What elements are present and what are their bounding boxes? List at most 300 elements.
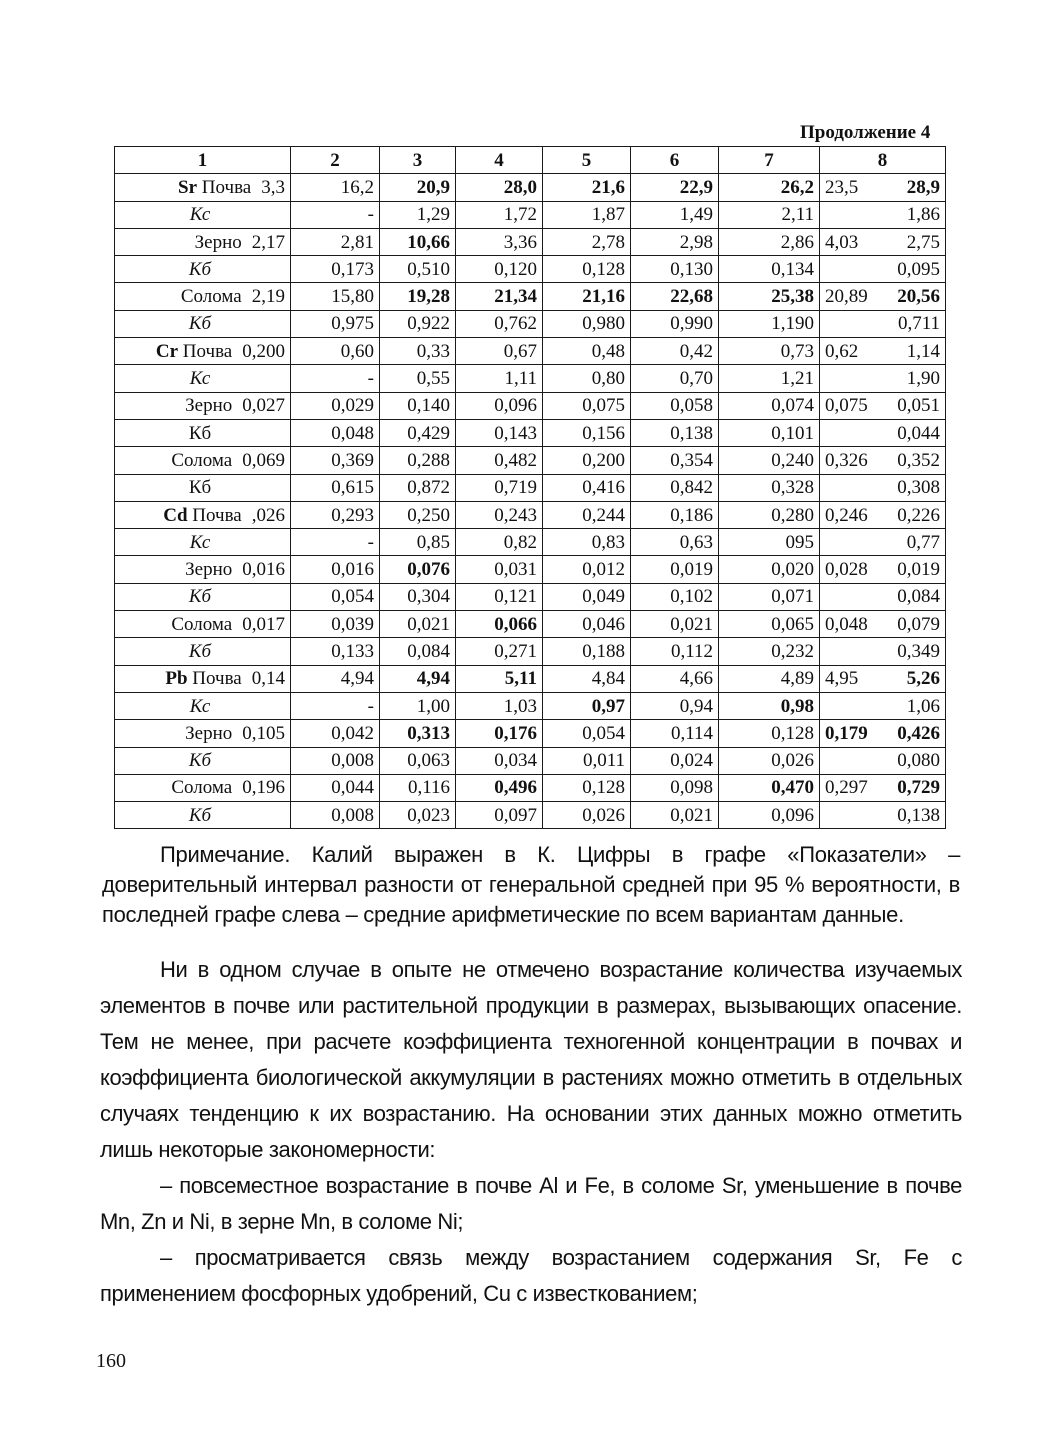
cell-col-6: 0,019 xyxy=(631,556,719,583)
table-row xyxy=(115,447,946,474)
cell-col-8-mean: 0,028 xyxy=(825,559,868,581)
table-body xyxy=(115,174,946,829)
sample-value: 0,017 xyxy=(242,613,285,635)
cell-col-2: 16,2 xyxy=(291,174,380,201)
sample-value: 0,200 xyxy=(242,340,285,362)
cell-col-2: 2,81 xyxy=(291,228,380,255)
row-label xyxy=(115,665,291,692)
cell-col-4: 0,031 xyxy=(456,556,543,583)
sample-name: Почва xyxy=(182,340,233,362)
cell-col-2: 0,044 xyxy=(291,774,380,801)
cell-col-8-value: 20,56 xyxy=(897,286,940,308)
cell-col-2: 0,975 xyxy=(291,310,380,337)
cell-col-6: 22,9 xyxy=(631,174,719,201)
cell-col-3: 0,922 xyxy=(380,310,456,337)
cell-col-7: 0,020 xyxy=(719,556,820,583)
cell-col-3: 0,55 xyxy=(380,365,456,392)
cell-col-3: 0,304 xyxy=(380,583,456,610)
cell-col-5: 0,200 xyxy=(543,447,631,474)
cell-col-5: 0,046 xyxy=(543,611,631,638)
cell-col-8 xyxy=(820,665,946,692)
cell-col-4: 0,097 xyxy=(456,802,543,829)
cell-col-2: 0,008 xyxy=(291,802,380,829)
cell-col-3: 0,140 xyxy=(380,392,456,419)
cell-col-8-mean: 4,03 xyxy=(825,231,859,253)
row-label xyxy=(115,447,291,474)
coefficient-label: Кб xyxy=(188,804,212,826)
row-label xyxy=(115,338,291,365)
sample-name: Почва xyxy=(192,668,242,690)
cell-col-7: 0,101 xyxy=(719,419,820,446)
cell-col-4: 21,34 xyxy=(456,283,543,310)
cell-col-6: 1,49 xyxy=(631,201,719,228)
cell-col-3: 1,29 xyxy=(380,201,456,228)
cell-col-6: 0,94 xyxy=(631,692,719,719)
cell-col-8-value: 2,75 xyxy=(906,231,940,253)
cell-col-4: 3,36 xyxy=(456,228,543,255)
coefficient-label: Кб xyxy=(188,422,212,444)
cell-col-7: 25,38 xyxy=(719,283,820,310)
cell-col-5: 0,054 xyxy=(543,720,631,747)
sample-value: 2,17 xyxy=(251,231,285,253)
cell-col-8-mean: 0,326 xyxy=(825,449,868,471)
sample-name: Зерно xyxy=(185,559,233,581)
cell-col-8-value: 0,084 xyxy=(897,586,940,608)
element-symbol: Sr xyxy=(178,176,198,198)
cell-col-3: 19,28 xyxy=(380,283,456,310)
cell-col-7: 0,240 xyxy=(719,447,820,474)
cell-col-8-value: 1,06 xyxy=(906,695,940,717)
row-label xyxy=(115,174,291,201)
column-header: 8 xyxy=(820,147,946,174)
table-row xyxy=(115,774,946,801)
data-table xyxy=(114,146,946,829)
cell-col-8-value: 28,9 xyxy=(906,176,940,198)
cell-col-2: 0,054 xyxy=(291,583,380,610)
cell-col-8-value: 0,77 xyxy=(906,531,940,553)
cell-col-3: 0,872 xyxy=(380,474,456,501)
cell-col-3: 0,250 xyxy=(380,501,456,528)
coefficient-label: Кб xyxy=(188,477,212,499)
cell-col-7: 0,096 xyxy=(719,802,820,829)
cell-col-3: 0,85 xyxy=(380,529,456,556)
cell-col-3: 0,288 xyxy=(380,447,456,474)
cell-col-6: 0,70 xyxy=(631,365,719,392)
cell-col-8-value: 0,349 xyxy=(897,640,940,662)
sample-value: 0,196 xyxy=(242,777,285,799)
cell-col-3: 0,33 xyxy=(380,338,456,365)
cell-col-2: 0,042 xyxy=(291,720,380,747)
table-note: Примечание. Калий выражен в К. Цифры в графе «Показатели» – доверительный интервал разности от генеральной средней при 95 % вероятности, в последней графе слева – средние арифметические по всем вариантам данные. xyxy=(102,842,960,927)
row-label xyxy=(115,365,291,392)
cell-col-2: 0,60 xyxy=(291,338,380,365)
cell-col-3: 0,429 xyxy=(380,419,456,446)
table-caption: Продолжение 4 xyxy=(800,122,931,143)
table-row xyxy=(115,720,946,747)
coefficient-label: Кс xyxy=(189,368,211,390)
cell-col-6: 0,63 xyxy=(631,529,719,556)
cell-col-2: 0,293 xyxy=(291,501,380,528)
table-row xyxy=(115,256,946,283)
cell-col-4: 1,11 xyxy=(456,365,543,392)
column-header: 2 xyxy=(291,147,380,174)
row-label xyxy=(115,283,291,310)
table-row xyxy=(115,201,946,228)
cell-col-3: 0,510 xyxy=(380,256,456,283)
sample-value: 0,105 xyxy=(242,722,285,744)
cell-col-8 xyxy=(820,174,946,201)
cell-col-3: 20,9 xyxy=(380,174,456,201)
cell-col-8-value: 0,080 xyxy=(897,750,940,772)
cell-col-4: 0,496 xyxy=(456,774,543,801)
cell-col-6: 0,021 xyxy=(631,802,719,829)
cell-col-6: 0,024 xyxy=(631,747,719,774)
cell-col-6: 0,021 xyxy=(631,611,719,638)
cell-col-3: 4,94 xyxy=(380,665,456,692)
cell-col-2: 0,008 xyxy=(291,747,380,774)
cell-col-5: 0,012 xyxy=(543,556,631,583)
cell-col-5: 0,980 xyxy=(543,310,631,337)
cell-col-8 xyxy=(820,392,946,419)
cell-col-8 xyxy=(820,501,946,528)
cell-col-5: 21,16 xyxy=(543,283,631,310)
row-label xyxy=(115,256,291,283)
table-row xyxy=(115,665,946,692)
table-row xyxy=(115,474,946,501)
cell-col-7: 0,065 xyxy=(719,611,820,638)
table-row xyxy=(115,583,946,610)
row-label xyxy=(115,720,291,747)
cell-col-2: 0,173 xyxy=(291,256,380,283)
cell-col-5: 0,83 xyxy=(543,529,631,556)
cell-col-8-value: 0,729 xyxy=(897,777,940,799)
sample-value: 3,3 xyxy=(261,176,285,198)
coefficient-label: Кб xyxy=(188,640,212,662)
cell-col-5: 0,128 xyxy=(543,256,631,283)
cell-col-6: 0,058 xyxy=(631,392,719,419)
sample-value: 2,19 xyxy=(251,286,285,308)
sample-name: Солома xyxy=(171,777,233,799)
cell-col-8-mean: 0,297 xyxy=(825,777,868,799)
cell-col-8 xyxy=(820,720,946,747)
cell-col-8 xyxy=(820,228,946,255)
element-symbol: Cd xyxy=(163,504,188,526)
cell-col-8-value: 0,711 xyxy=(897,313,940,335)
cell-col-3: 1,00 xyxy=(380,692,456,719)
cell-col-2: - xyxy=(291,365,380,392)
sample-value: 0,027 xyxy=(242,395,285,417)
cell-col-6: 0,114 xyxy=(631,720,719,747)
cell-col-5: 0,416 xyxy=(543,474,631,501)
cell-col-4: 0,066 xyxy=(456,611,543,638)
cell-col-2: - xyxy=(291,692,380,719)
cell-col-4: 1,72 xyxy=(456,201,543,228)
cell-col-2: - xyxy=(291,201,380,228)
row-label xyxy=(115,611,291,638)
column-header: 7 xyxy=(719,147,820,174)
cell-col-6: 0,098 xyxy=(631,774,719,801)
cell-col-4: 0,096 xyxy=(456,392,543,419)
cell-col-2: 0,615 xyxy=(291,474,380,501)
cell-col-8-value: 5,26 xyxy=(906,668,940,690)
coefficient-label: Кс xyxy=(189,695,211,717)
row-label xyxy=(115,201,291,228)
cell-col-2: 0,133 xyxy=(291,638,380,665)
sample-name: Зерно xyxy=(194,231,242,253)
column-header: 1 xyxy=(115,147,291,174)
cell-col-7: 0,328 xyxy=(719,474,820,501)
cell-col-7: 1,21 xyxy=(719,365,820,392)
cell-col-7: 26,2 xyxy=(719,174,820,201)
cell-col-8-value: 1,86 xyxy=(906,204,940,226)
table-row xyxy=(115,310,946,337)
cell-col-5: 21,6 xyxy=(543,174,631,201)
cell-col-8-value: 0,308 xyxy=(897,477,940,499)
cell-col-7: 0,232 xyxy=(719,638,820,665)
cell-col-7: 0,73 xyxy=(719,338,820,365)
cell-col-8 xyxy=(820,611,946,638)
cell-col-2: 0,048 xyxy=(291,419,380,446)
row-label xyxy=(115,747,291,774)
sample-name: Почва xyxy=(201,176,252,198)
cell-col-8 xyxy=(820,692,946,719)
cell-col-4: 0,271 xyxy=(456,638,543,665)
cell-col-2: - xyxy=(291,529,380,556)
cell-col-8-mean: 23,5 xyxy=(825,176,859,198)
sample-value: 0,016 xyxy=(242,559,285,581)
table-row xyxy=(115,556,946,583)
cell-col-3: 0,076 xyxy=(380,556,456,583)
column-header: 4 xyxy=(456,147,543,174)
cell-col-4: 0,143 xyxy=(456,419,543,446)
paragraph: – просматривается связь между возрастанием содержания Sr, Fe с применением фосфорных удобрений, Cu с известкованием; xyxy=(100,1245,962,1306)
cell-col-8 xyxy=(820,201,946,228)
cell-col-4: 28,0 xyxy=(456,174,543,201)
sample-value: 0,069 xyxy=(242,449,285,471)
cell-col-8 xyxy=(820,583,946,610)
cell-col-7: 1,190 xyxy=(719,310,820,337)
cell-col-8 xyxy=(820,802,946,829)
cell-col-4: 0,243 xyxy=(456,501,543,528)
cell-col-2: 0,369 xyxy=(291,447,380,474)
cell-col-4: 0,034 xyxy=(456,747,543,774)
table-header-row xyxy=(115,147,946,174)
cell-col-8-value: 0,426 xyxy=(897,722,940,744)
cell-col-3: 0,063 xyxy=(380,747,456,774)
row-label xyxy=(115,501,291,528)
coefficient-label: Кб xyxy=(188,586,212,608)
row-label xyxy=(115,692,291,719)
table-row xyxy=(115,338,946,365)
coefficient-label: Кс xyxy=(189,531,211,553)
cell-col-8-mean: 4,95 xyxy=(825,668,859,690)
coefficient-label: Кб xyxy=(188,313,212,335)
sample-name: Зерно xyxy=(185,395,233,417)
column-header: 5 xyxy=(543,147,631,174)
cell-col-7: 0,98 xyxy=(719,692,820,719)
sample-name: Солома xyxy=(180,286,242,308)
cell-col-8-mean: 0,179 xyxy=(825,722,868,744)
cell-col-8-value: 1,90 xyxy=(906,368,940,390)
row-label xyxy=(115,228,291,255)
cell-col-5: 0,075 xyxy=(543,392,631,419)
row-label xyxy=(115,474,291,501)
cell-col-3: 0,023 xyxy=(380,802,456,829)
cell-col-8 xyxy=(820,474,946,501)
coefficient-label: Кб xyxy=(188,258,212,280)
cell-col-8-value: 0,044 xyxy=(897,422,940,444)
sample-value: 0,14 xyxy=(251,668,285,690)
table-row xyxy=(115,501,946,528)
cell-col-8-value: 0,095 xyxy=(897,258,940,280)
table-row xyxy=(115,747,946,774)
coefficient-label: Кб xyxy=(188,750,212,772)
cell-col-8 xyxy=(820,529,946,556)
cell-col-6: 2,98 xyxy=(631,228,719,255)
cell-col-6: 0,186 xyxy=(631,501,719,528)
cell-col-8-value: 0,138 xyxy=(897,804,940,826)
cell-col-8-value: 0,226 xyxy=(897,504,940,526)
cell-col-2: 4,94 xyxy=(291,665,380,692)
row-label xyxy=(115,583,291,610)
cell-col-8 xyxy=(820,638,946,665)
cell-col-7: 0,026 xyxy=(719,747,820,774)
cell-col-8-value: 0,352 xyxy=(897,449,940,471)
table-row xyxy=(115,611,946,638)
cell-col-5: 0,80 xyxy=(543,365,631,392)
page-number: 160 xyxy=(96,1350,126,1372)
body-text xyxy=(100,952,962,1312)
cell-col-5: 0,188 xyxy=(543,638,631,665)
cell-col-7: 0,128 xyxy=(719,720,820,747)
cell-col-8 xyxy=(820,747,946,774)
table-row xyxy=(115,283,946,310)
cell-col-8 xyxy=(820,556,946,583)
paragraph: – повсеместное возрастание в почве Al и Fe, в соломе Sr, уменьшение в почве Mn, Zn и Ni, в зерне Mn, в соломе Ni; xyxy=(100,1173,962,1234)
cell-col-7: 2,11 xyxy=(719,201,820,228)
cell-col-8 xyxy=(820,310,946,337)
sample-name: Зерно xyxy=(185,722,233,744)
cell-col-4: 0,719 xyxy=(456,474,543,501)
row-label xyxy=(115,310,291,337)
cell-col-7: 2,86 xyxy=(719,228,820,255)
cell-col-6: 4,66 xyxy=(631,665,719,692)
cell-col-4: 0,176 xyxy=(456,720,543,747)
cell-col-6: 0,102 xyxy=(631,583,719,610)
table-row xyxy=(115,228,946,255)
cell-col-8 xyxy=(820,365,946,392)
cell-col-2: 0,029 xyxy=(291,392,380,419)
cell-col-8 xyxy=(820,283,946,310)
table-row xyxy=(115,692,946,719)
cell-col-8 xyxy=(820,419,946,446)
cell-col-5: 1,87 xyxy=(543,201,631,228)
cell-col-6: 0,112 xyxy=(631,638,719,665)
cell-col-3: 0,313 xyxy=(380,720,456,747)
cell-col-5: 0,128 xyxy=(543,774,631,801)
cell-col-4: 0,762 xyxy=(456,310,543,337)
row-label xyxy=(115,392,291,419)
sample-name: Почва xyxy=(192,504,242,526)
paragraph: Ни в одном случае в опыте не отмечено возрастание количества изучаемых элементов в почве или растительной продукции в размерах, вызывающих опасение. Тем не менее, при расчете коэффициента техногенной концентрации в почвах и коэффициента биологической аккумуляции в растениях можно отметить в отдельных случаях тенденцию к их возрастанию. На основании этих данных можно отметить лишь некоторые закономерности: xyxy=(100,957,962,1162)
cell-col-8-mean: 20,89 xyxy=(825,286,868,308)
row-label xyxy=(115,419,291,446)
cell-col-4: 0,82 xyxy=(456,529,543,556)
cell-col-8-mean: 0,075 xyxy=(825,395,868,417)
cell-col-6: 0,354 xyxy=(631,447,719,474)
cell-col-3: 0,116 xyxy=(380,774,456,801)
cell-col-8-value: 0,019 xyxy=(897,559,940,581)
cell-col-5: 0,244 xyxy=(543,501,631,528)
cell-col-6: 0,42 xyxy=(631,338,719,365)
cell-col-5: 4,84 xyxy=(543,665,631,692)
cell-col-7: 0,074 xyxy=(719,392,820,419)
cell-col-5: 2,78 xyxy=(543,228,631,255)
row-label xyxy=(115,529,291,556)
cell-col-8 xyxy=(820,774,946,801)
cell-col-8 xyxy=(820,338,946,365)
table-row xyxy=(115,365,946,392)
cell-col-5: 0,48 xyxy=(543,338,631,365)
cell-col-7: 095 xyxy=(719,529,820,556)
row-label xyxy=(115,638,291,665)
cell-col-5: 0,156 xyxy=(543,419,631,446)
element-symbol: Pb xyxy=(165,668,188,690)
row-label xyxy=(115,802,291,829)
element-symbol: Cr xyxy=(155,340,179,362)
cell-col-2: 15,80 xyxy=(291,283,380,310)
cell-col-2: 0,039 xyxy=(291,611,380,638)
cell-col-4: 1,03 xyxy=(456,692,543,719)
table-row xyxy=(115,802,946,829)
sample-name: Солома xyxy=(171,449,233,471)
cell-col-7: 0,470 xyxy=(719,774,820,801)
cell-col-8-value: 1,14 xyxy=(906,340,940,362)
cell-col-5: 0,011 xyxy=(543,747,631,774)
cell-col-8-value: 0,051 xyxy=(897,395,940,417)
column-header: 3 xyxy=(380,147,456,174)
cell-col-7: 0,071 xyxy=(719,583,820,610)
row-label xyxy=(115,774,291,801)
table-row xyxy=(115,638,946,665)
cell-col-6: 0,130 xyxy=(631,256,719,283)
cell-col-4: 0,482 xyxy=(456,447,543,474)
table-row xyxy=(115,419,946,446)
cell-col-4: 0,121 xyxy=(456,583,543,610)
cell-col-8 xyxy=(820,256,946,283)
cell-col-3: 0,021 xyxy=(380,611,456,638)
cell-col-6: 0,842 xyxy=(631,474,719,501)
table-row xyxy=(115,529,946,556)
cell-col-7: 0,280 xyxy=(719,501,820,528)
table-row xyxy=(115,174,946,201)
cell-col-8-mean: 0,048 xyxy=(825,613,868,635)
sample-value: ,026 xyxy=(251,504,285,526)
cell-col-2: 0,016 xyxy=(291,556,380,583)
cell-col-6: 0,990 xyxy=(631,310,719,337)
cell-col-7: 0,134 xyxy=(719,256,820,283)
column-header: 6 xyxy=(631,147,719,174)
cell-col-8-mean: 0,246 xyxy=(825,504,868,526)
cell-col-7: 4,89 xyxy=(719,665,820,692)
row-label xyxy=(115,556,291,583)
cell-col-3: 10,66 xyxy=(380,228,456,255)
cell-col-8-mean: 0,62 xyxy=(825,340,859,362)
cell-col-6: 0,138 xyxy=(631,419,719,446)
coefficient-label: Кс xyxy=(189,204,211,226)
cell-col-8 xyxy=(820,447,946,474)
cell-col-5: 0,97 xyxy=(543,692,631,719)
